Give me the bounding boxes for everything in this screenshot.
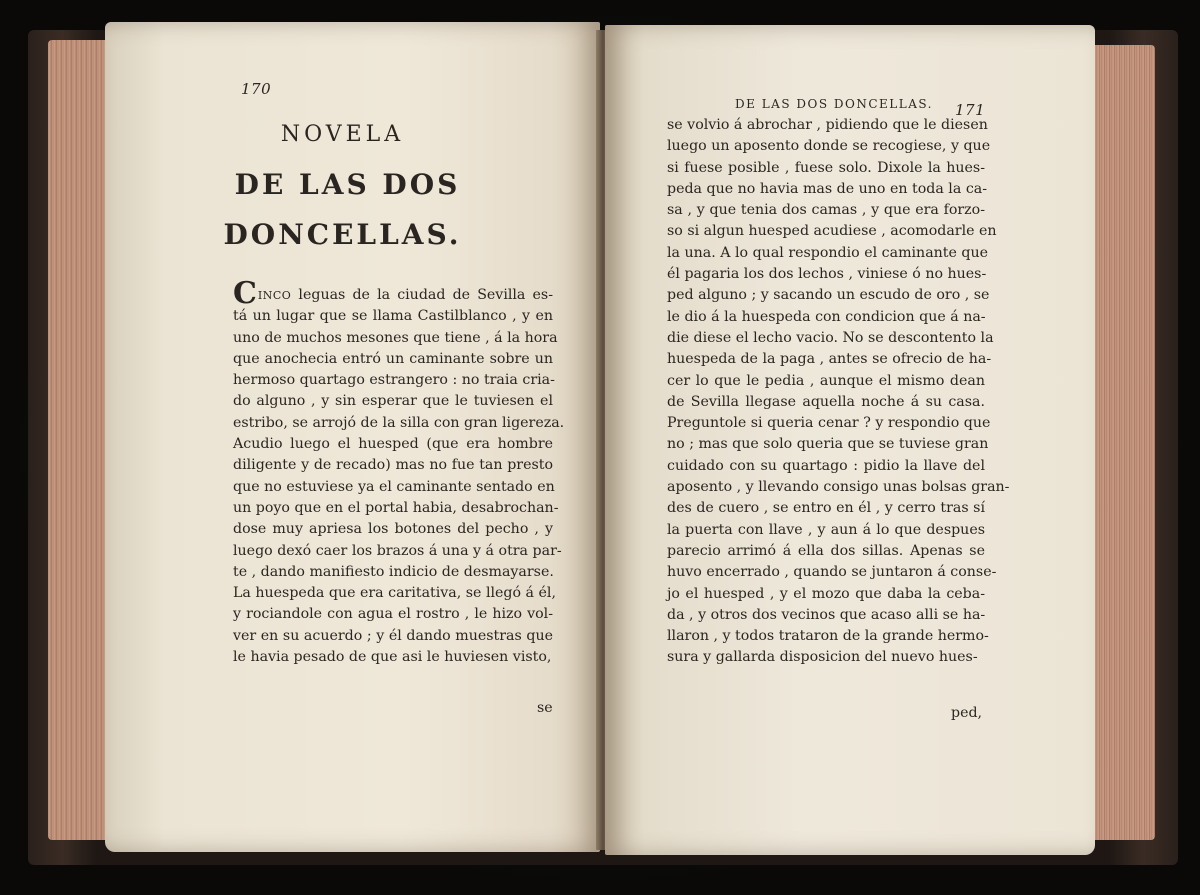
text-line: luego un aposento donde se recogiese, y que bbox=[667, 138, 991, 155]
text-line: ped alguno ; y sacando un escudo de oro , se bbox=[667, 287, 990, 304]
title-novela: NOVELA bbox=[280, 122, 405, 147]
drop-cap: C bbox=[233, 276, 257, 311]
text-line: que no estuviese ya el caminante sentado en bbox=[233, 478, 555, 495]
text-line: die diese el lecho vacio. No se descontento la bbox=[667, 329, 994, 346]
text-line: te , dando manifiesto indicio de desmayarse. bbox=[233, 563, 554, 580]
text-line: ver en su acuerdo ; y él dando muestras que bbox=[233, 627, 553, 644]
left-body-text bbox=[233, 276, 565, 668]
text-line: hermoso quartago estrangero : no traia cria- bbox=[233, 372, 555, 389]
text-line: diligente y de recado) mas no fue tan presto bbox=[233, 457, 553, 474]
text-line: CINCO leguas de la ciudad de Sevilla es- bbox=[233, 276, 553, 311]
text-line: la una. A lo qual respondio el caminante que bbox=[667, 244, 989, 261]
text-line: huvo encerrado , quando se juntaron á conse- bbox=[667, 564, 997, 581]
left-page bbox=[105, 22, 600, 852]
text-line: des de cuero , se entro en él , y cerro tras sí bbox=[667, 500, 985, 517]
text-line: uno de muchos mesones que tiene , á la hora bbox=[233, 329, 558, 346]
right-page-number: 171 bbox=[955, 101, 986, 119]
text-line: da , y otros dos vecinos que acaso alli se ha- bbox=[667, 606, 986, 623]
text-line: tá un lugar que se llama Castilblanco , y en bbox=[233, 308, 553, 325]
text-line: no ; mas que solo queria que se tuviese gran bbox=[667, 436, 989, 453]
text-line: La huespeda que era caritativa, se llegó á él, bbox=[233, 585, 556, 602]
first-word: INCO bbox=[257, 289, 292, 302]
text-line: so si algun huesped acudiese , acomodarle en bbox=[667, 223, 997, 240]
right-body-text bbox=[667, 115, 1010, 669]
text-line: huespeda de la paga , antes se ofrecio de ha- bbox=[667, 351, 992, 368]
text-line: Preguntole si queria cenar ? y respondio que bbox=[667, 415, 991, 432]
title-doncellas: DONCELLAS. bbox=[223, 218, 462, 251]
page-edges-right bbox=[1090, 45, 1155, 840]
text-line: él pagaria los dos lechos , viniese ó no hues- bbox=[667, 266, 987, 283]
text-line: cer lo que le pedia , aunque el mismo dean bbox=[667, 372, 985, 389]
text-line: parecio arrimó á ella dos sillas. Apenas se bbox=[667, 542, 985, 559]
text-line: llaron , y todos trataron de la grande hermo- bbox=[667, 628, 989, 645]
text-line: le havia pesado de que asi le huviesen visto, bbox=[233, 649, 552, 666]
text-line: sa , y que tenia dos camas , y que era forzo- bbox=[667, 202, 985, 219]
left-page-number: 170 bbox=[241, 80, 272, 98]
text-line: aposento , y llevando consigo unas bolsas gran- bbox=[667, 479, 1010, 496]
left-catchword: se bbox=[537, 700, 553, 716]
right-page bbox=[605, 25, 1095, 855]
text-line: do alguno , y sin esperar que le tuviesen el bbox=[233, 393, 553, 410]
text-line: que anochecia entró un caminante sobre un bbox=[233, 350, 553, 367]
title-de-las-dos: DE LAS DOS bbox=[234, 168, 461, 201]
text-line: se volvio á abrochar , pidiendo que le diesen bbox=[667, 117, 988, 133]
text-line: Acudio luego el huesped (que era hombre bbox=[233, 436, 553, 453]
running-head: DE LAS DOS DONCELLAS. bbox=[735, 97, 933, 111]
text-line: peda que no havia mas de uno en toda la ca- bbox=[667, 180, 988, 197]
text-line: cuidado con su quartago : pidio la llave del bbox=[667, 457, 985, 474]
text-line: de Sevilla llegase aquella noche á su casa. bbox=[667, 393, 985, 410]
text-line: sura y gallarda disposicion del nuevo hues- bbox=[667, 649, 978, 666]
text-line: la puerta con llave , y aun á lo que despues bbox=[667, 521, 985, 538]
text-line: y rociandole con agua el rostro , le hizo vol- bbox=[233, 606, 553, 623]
text-line: un poyo que en el portal habia, desabrochan- bbox=[233, 499, 559, 516]
text-line: luego dexó caer los brazos á una y á otra par- bbox=[233, 542, 562, 559]
text-line: le dio á la huespeda con condicion que á na- bbox=[667, 308, 986, 325]
text-line: jo el huesped , y el mozo que daba la ceba- bbox=[667, 585, 985, 602]
right-catchword: ped, bbox=[951, 705, 983, 721]
text-line: si fuese posible , fuese solo. Dixole la hues- bbox=[667, 159, 985, 176]
text-line: estribo, se arrojó de la silla con gran ligereza. bbox=[233, 414, 565, 431]
text-line: dose muy apriesa los botones del pecho , y bbox=[233, 521, 553, 538]
